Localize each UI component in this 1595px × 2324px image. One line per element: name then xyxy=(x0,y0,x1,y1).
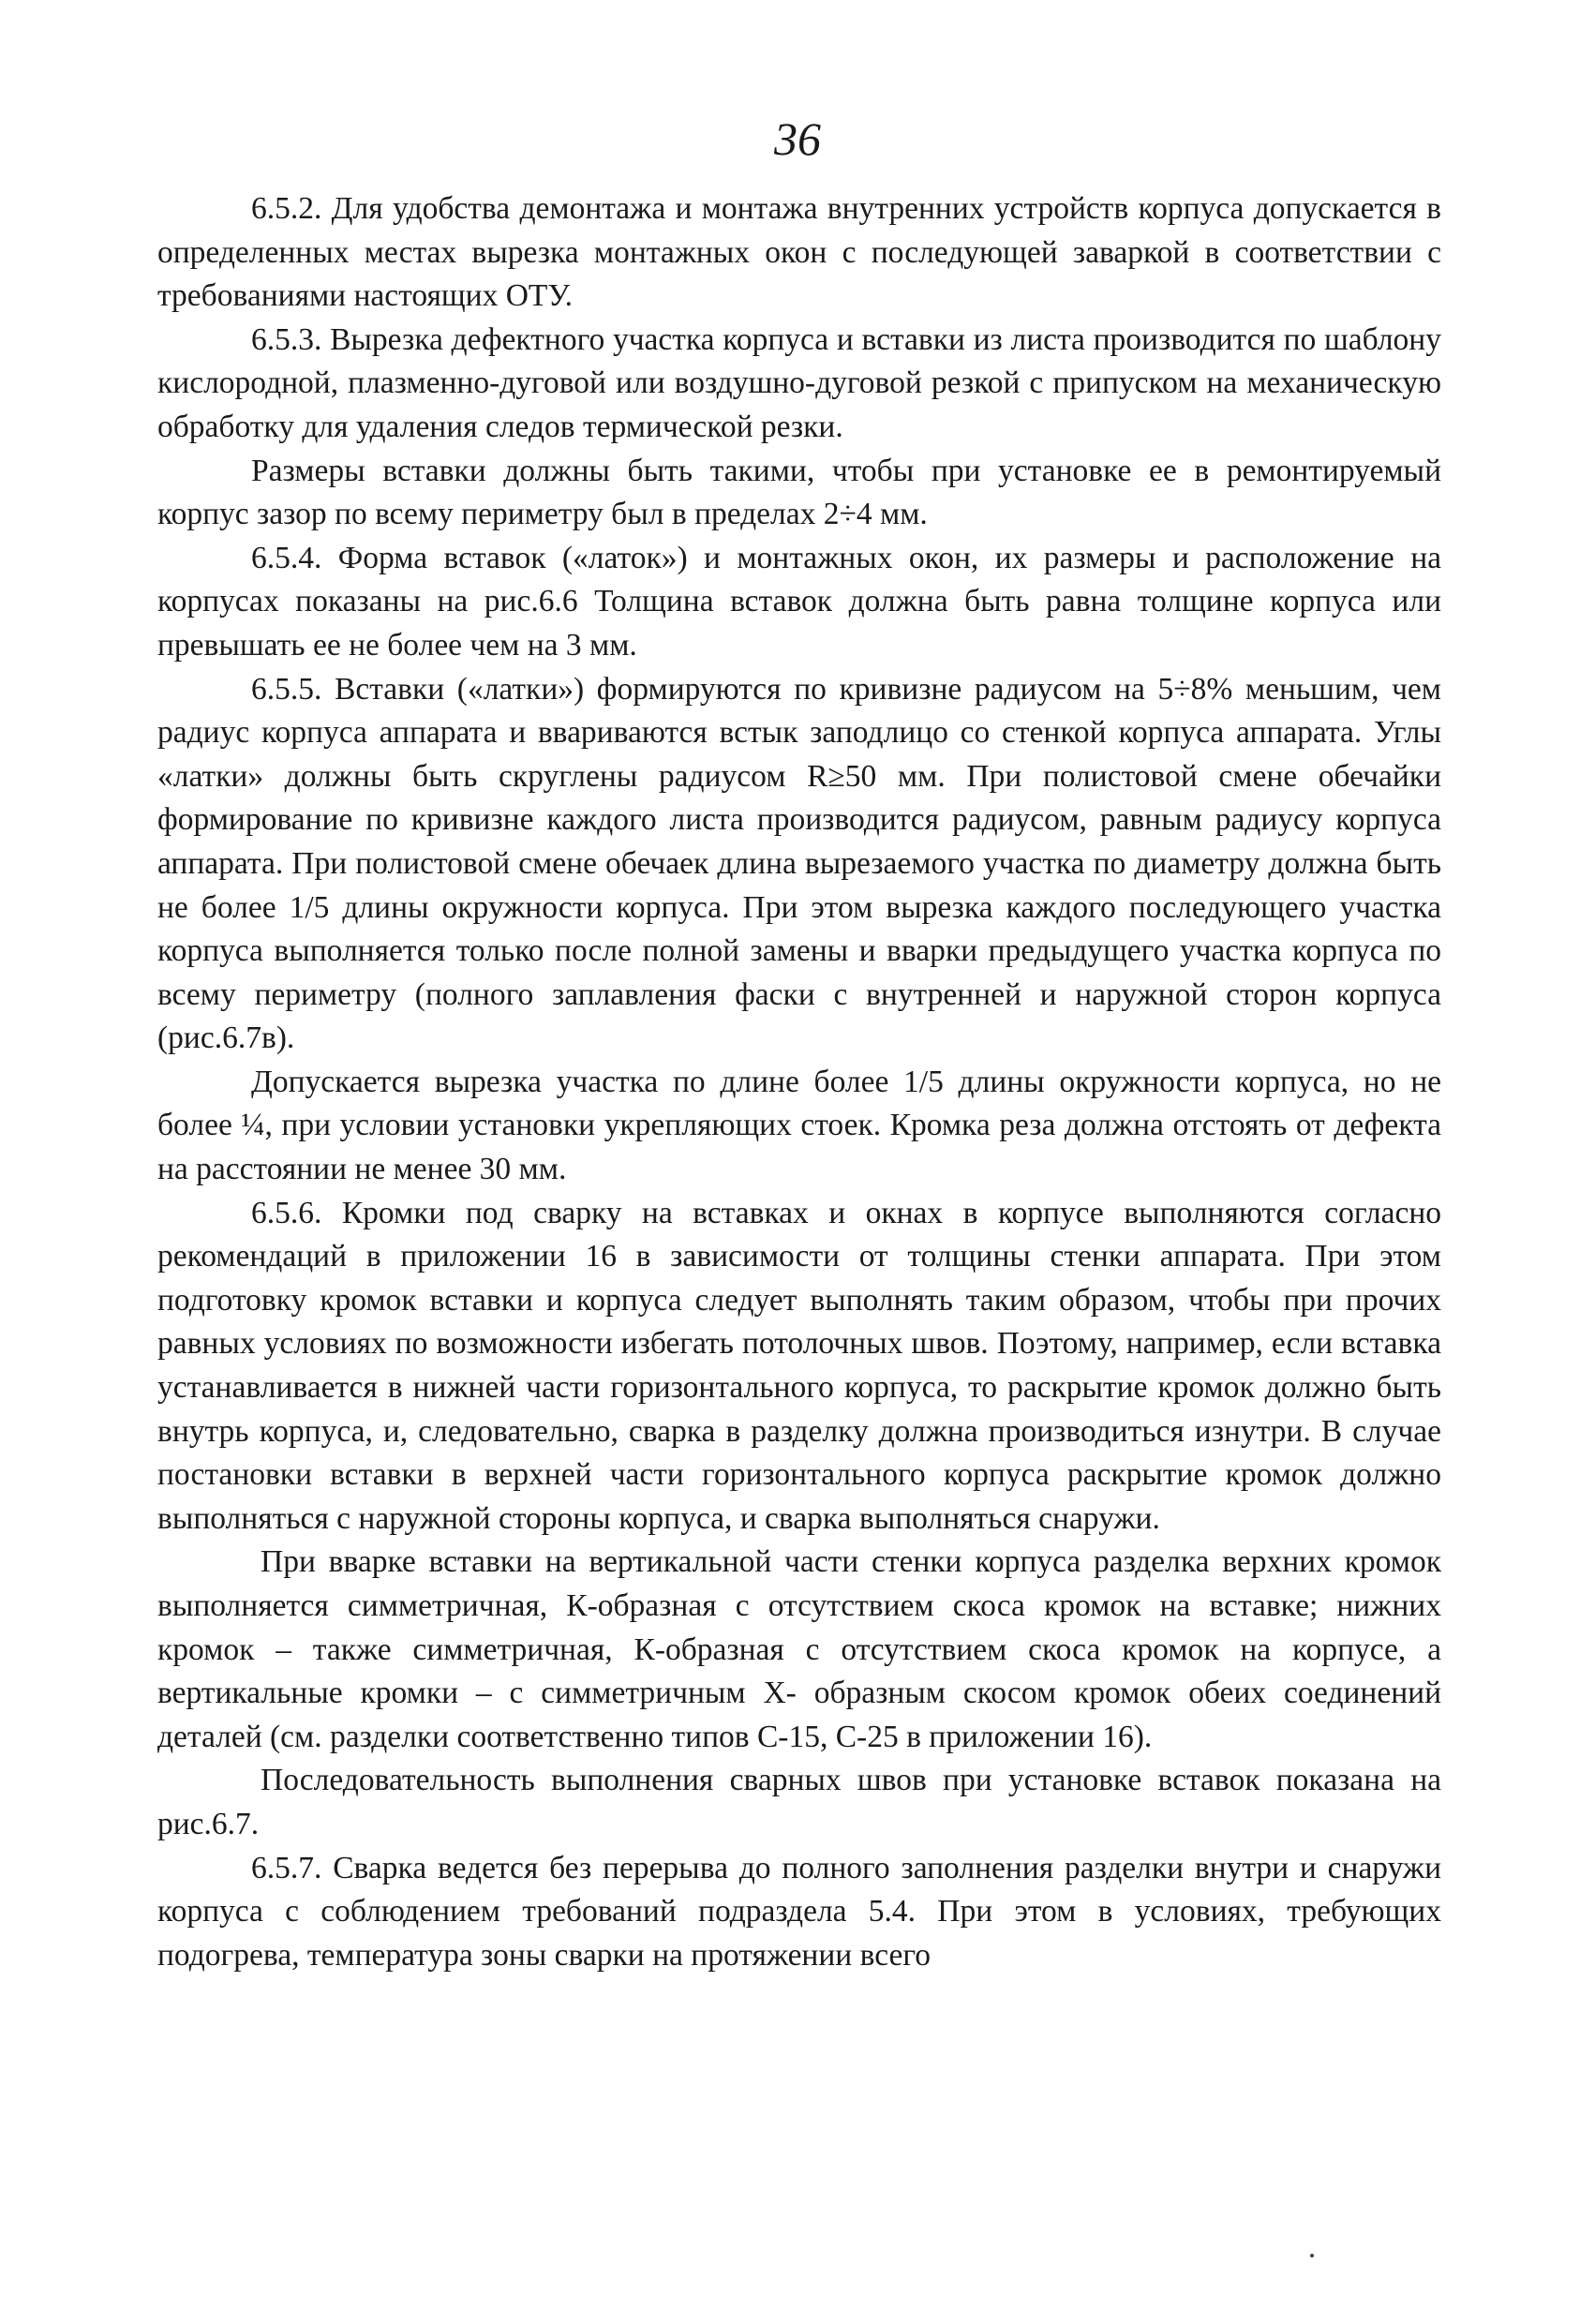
page-number: 36 xyxy=(774,112,821,165)
paragraph-cut-allowed: Допускается вырезка участка по длине более 1/5 длины окружности корпуса, но не более ¼, при условии установки укрепляющих стоек. Кромка реза должна отстоять от дефекта на расстоянии не менее 30 мм. xyxy=(157,1064,1441,1187)
paragraph-6-5-4: 6.5.4. Форма вставок («латок») и монтажных окон, их размеры и расположение на корпусах показаны на рис.6.6 Толщина вставок должна быть равна толщине корпуса или превышать ее не более чем на 3 мм. xyxy=(157,540,1441,663)
paragraph-6-5-5: 6.5.5. Вставки («латки») формируются по кривизне радиусом на 5÷8% меньшим, чем радиус корпуса аппарата и ввариваются встык заподлицо со стенкой корпуса аппарата. Углы «латки» должны быть скруглены радиусом R≥50 мм. При полистовой смене обечайки формирование по кривизне каждого листа производится радиусом, равным радиусу корпуса аппарата. При полистовой смене обечаек длина вырезаемого участка по диаметру должна быть не более 1/5 длины окружности корпуса. При этом вырезка каждого последующего участка корпуса выполняется только после полной замены и вварки предыдущего участка корпуса по всему периметру (полного заплавления фаски с внутренней и наружной сторон корпуса (рис.6.7в). xyxy=(157,671,1441,1056)
paragraph-6-5-6: 6.5.6. Кромки под сварку на вставках и окнах в корпусе выполняются согласно рекомендаций в приложении 16 в зависимости от толщины стенки аппарата. При этом подготовку кромок вставки и корпуса следует выполнять таким образом, чтобы при прочих равных условиях по возможности избегать потолочных швов. Поэтому, например, если вставка устанавливается в нижней части горизонтального корпуса, то раскрытие кромок должно быть внутрь корпуса, и, следовательно, сварка в разделку должна производиться изнутри. В случае постановки вставки в верхней части горизонтального корпуса раскрытие кромок должно выполняться с наружной стороны корпуса, и сварка выполняться снаружи. xyxy=(157,1195,1441,1536)
paragraph-6-5-2: 6.5.2. Для удобства демонтажа и монтажа внутренних устройств корпуса допускается в определенных местах вырезка монтажных окон с последующей заваркой в соответствии с требованиями настоящих ОТУ. xyxy=(157,191,1441,314)
paragraph-insert-size: Размеры вставки должны быть такими, чтобы при установке ее в ремонтируемый корпус зазор по всему периметру был в пределах 2÷4 мм. xyxy=(157,453,1441,532)
paragraph-sequence: Последовательность выполнения сварных швов при установке вставок показана на рис.6.7. xyxy=(157,1763,1441,1841)
paragraph-6-5-3: 6.5.3. Вырезка дефектного участка корпуса и вставки из листа производится по шаблону кислородной, плазменно-дуговой или воздушно-дуговой резкой с припуском на механическую обработку для удаления следов термической резки. xyxy=(157,321,1441,444)
scan-speck xyxy=(1310,2254,1314,2257)
paragraph-6-5-7: 6.5.7. Сварка ведется без перерыва до полного заполнения разделки внутри и снаружи корпуса с соблюдением требований подраздела 5.4. При этом в условиях, требующих подогрева, температура зоны сварки на протяжении всего xyxy=(157,1850,1441,1973)
paragraph-vertical-insert: При вварке вставки на вертикальной части стенки корпуса разделка верхних кромок выполняется симметричная, К-образная с отсутствием скоса кромок на вставке; нижних кромок – также симметричная, К-образная с отсутствием скоса кромок на корпусе, а вертикальные кромки – с симметричным Х- образным скосом кромок обеих соединений деталей (см. разделки соответственно типов С-15, С-25 в приложении 16). xyxy=(157,1544,1441,1754)
body-text xyxy=(157,187,1441,1977)
